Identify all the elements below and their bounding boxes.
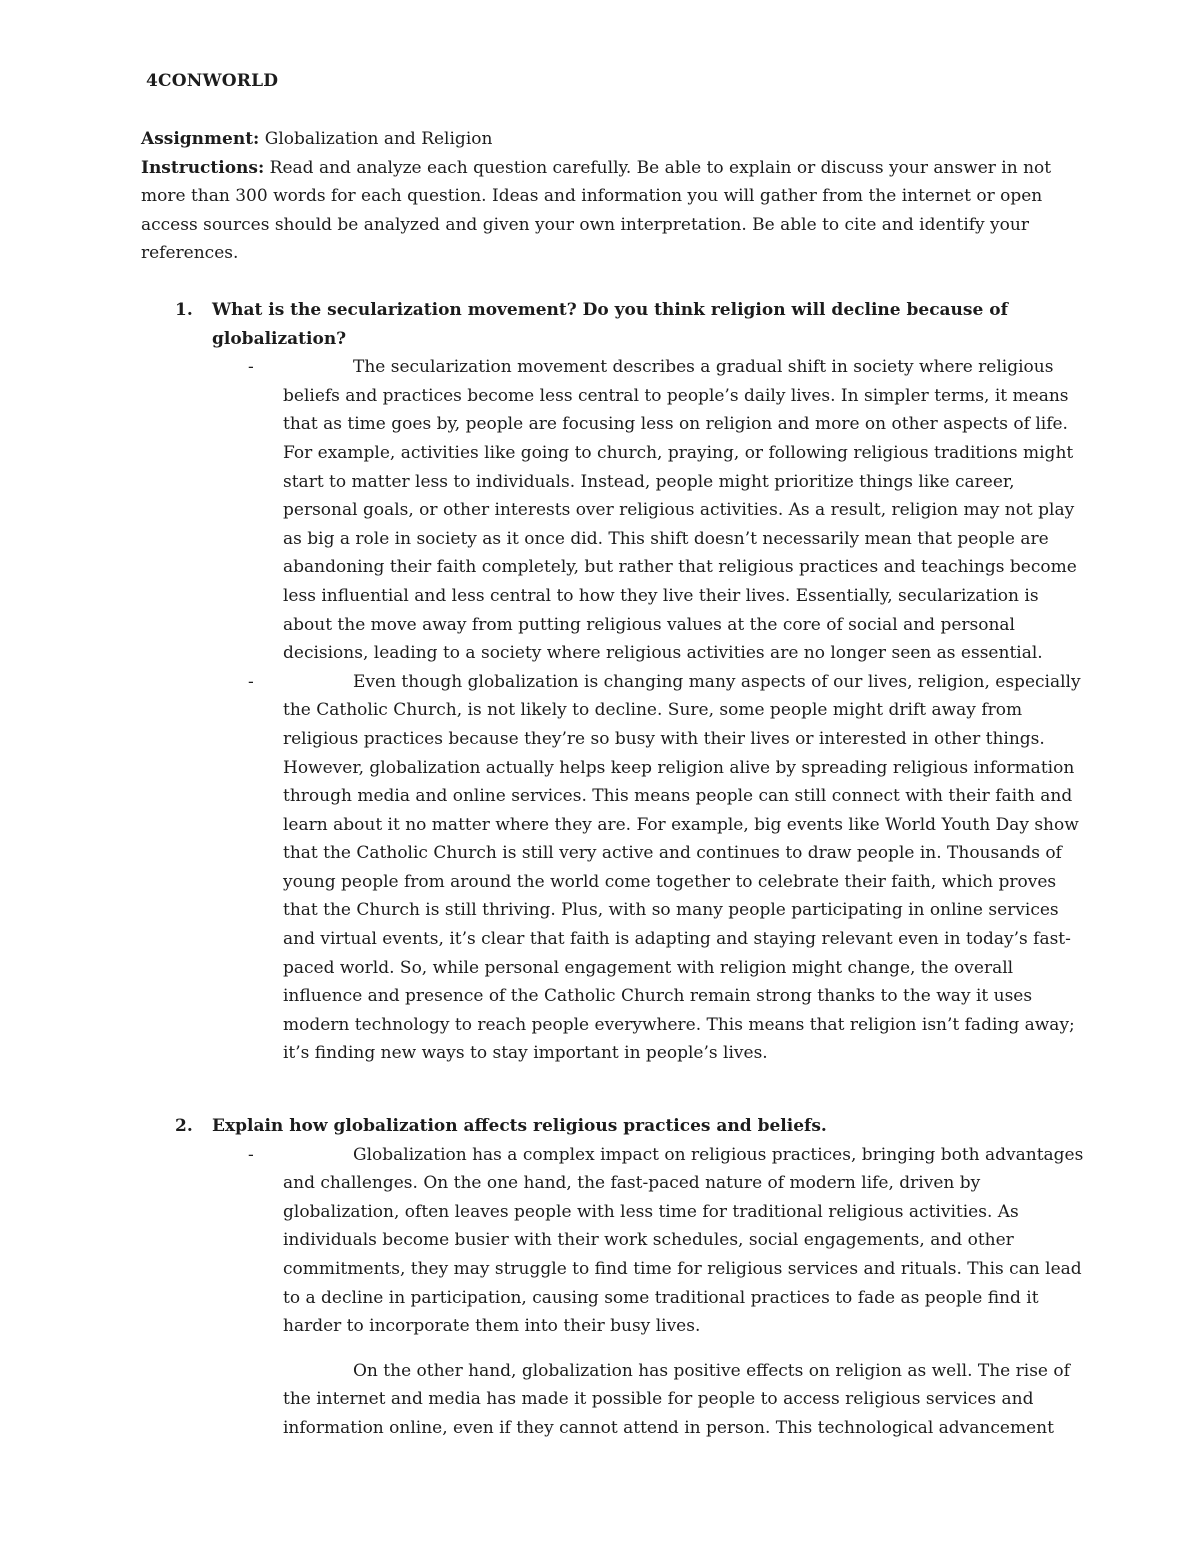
answer-text: The secularization movement describes a gradual shift in society where religious beliefs and practices become less central to people’s daily lives. In simpler terms, it means that as time goes by, people are focusing less on religion and more on other aspects of life. For example, activities like going to church, praying, or following religious traditions might start to matter less to individuals. Instead, people might prioritize things like career, personal goals, or other interests over religious activities. As a result, religion may not play as big a role in society as it once did. This shift doesn’t necessarily mean that people are abandoning their faith completely, but rather that religious practices and teachings become less influential and less central to how they live their lives. Essentially, secularization is about the move away from putting religious values at the core of social and personal decisions, leading to a society where religious activities are no longer seen as essential. [283,357,1077,664]
course-code: 4CONWORLD [146,71,279,91]
question-text: Explain how globalization affects religious practices and beliefs. [212,1116,827,1136]
assignment-label: Assignment: [141,129,260,149]
answer-text: Globalization has a complex impact on religious practices, bringing both advantages and challenges. On the one hand, the fast-paced nature of modern life, driven by globalization, often leaves people with less time for traditional religious activities. As individuals become busier with their work schedules, social engagements, and other commitments, they may struggle to find time for religious services and rituals. This can lead to a decline in participation, causing some traditional practices to fade as people find it harder to incorporate them into their busy lives. [283,1144,1084,1337]
assignment-line [141,125,1081,154]
assignment-header [141,125,1081,268]
answer-text: Even though globalization is changing many aspects of our lives, religion, especially the Catholic Church, is not likely to decline. Sure, some people might drift away from religious practices because they’re so busy with their lives or interested in other things. However, globalization actually helps keep religion alive by spreading religious information through media and online services. This means people can still connect with their faith and learn about it no matter where they are. For example, big events like World Youth Day show that the Catholic Church is still very active and continues to draw people in. Thousands of young people from around the world come together to celebrate their faith, which proves that the Church is still thriving. Plus, with so many people participating in online services and virtual events, it’s clear that faith is adapting and staying relevant even in today’s fast-paced world. So, while personal engagement with religion might change, the overall influence and presence of the Catholic Church remain strong thanks to the way it uses modern technology to reach people everywhere. This means that religion isn’t fading away; it’s finding new ways to stay important in people’s lives. [283,671,1081,1064]
continuation-text: On the other hand, globalization has positive effects on religion as well. The rise of the internet and media has made it possible for people to access religious services and information online, even if they cannot attend in person. This technological advancement [283,1360,1070,1438]
answer-item [141,353,1091,668]
question-text: What is the secularization movement? Do you think religion will decline because of globalization? [212,300,1008,349]
question-heading [141,296,1101,353]
question-1 [141,296,1101,1068]
answer-item [141,1141,1091,1341]
dash-marker: - [248,357,254,378]
instructions-text: Read and analyze each question carefully. Be able to explain or discuss your answer in not more than 300 words for each question. Ideas and information you will gather from the internet or open access sources should be analyzed and given your own interpretation. Be able to cite and identify your references. [141,157,1052,264]
question-2 [141,1112,1101,1443]
instructions-label: Instructions: [141,157,265,178]
answer-continuation [141,1357,1091,1443]
assignment-title: Globalization and Religion [264,129,493,149]
answer-item [141,668,1091,1068]
question-number: 1. [175,300,193,320]
question-heading [141,1112,1101,1141]
instructions-paragraph [141,154,1081,268]
question-number: 2. [175,1116,193,1136]
dash-marker: - [248,671,254,692]
dash-marker: - [248,1144,254,1165]
